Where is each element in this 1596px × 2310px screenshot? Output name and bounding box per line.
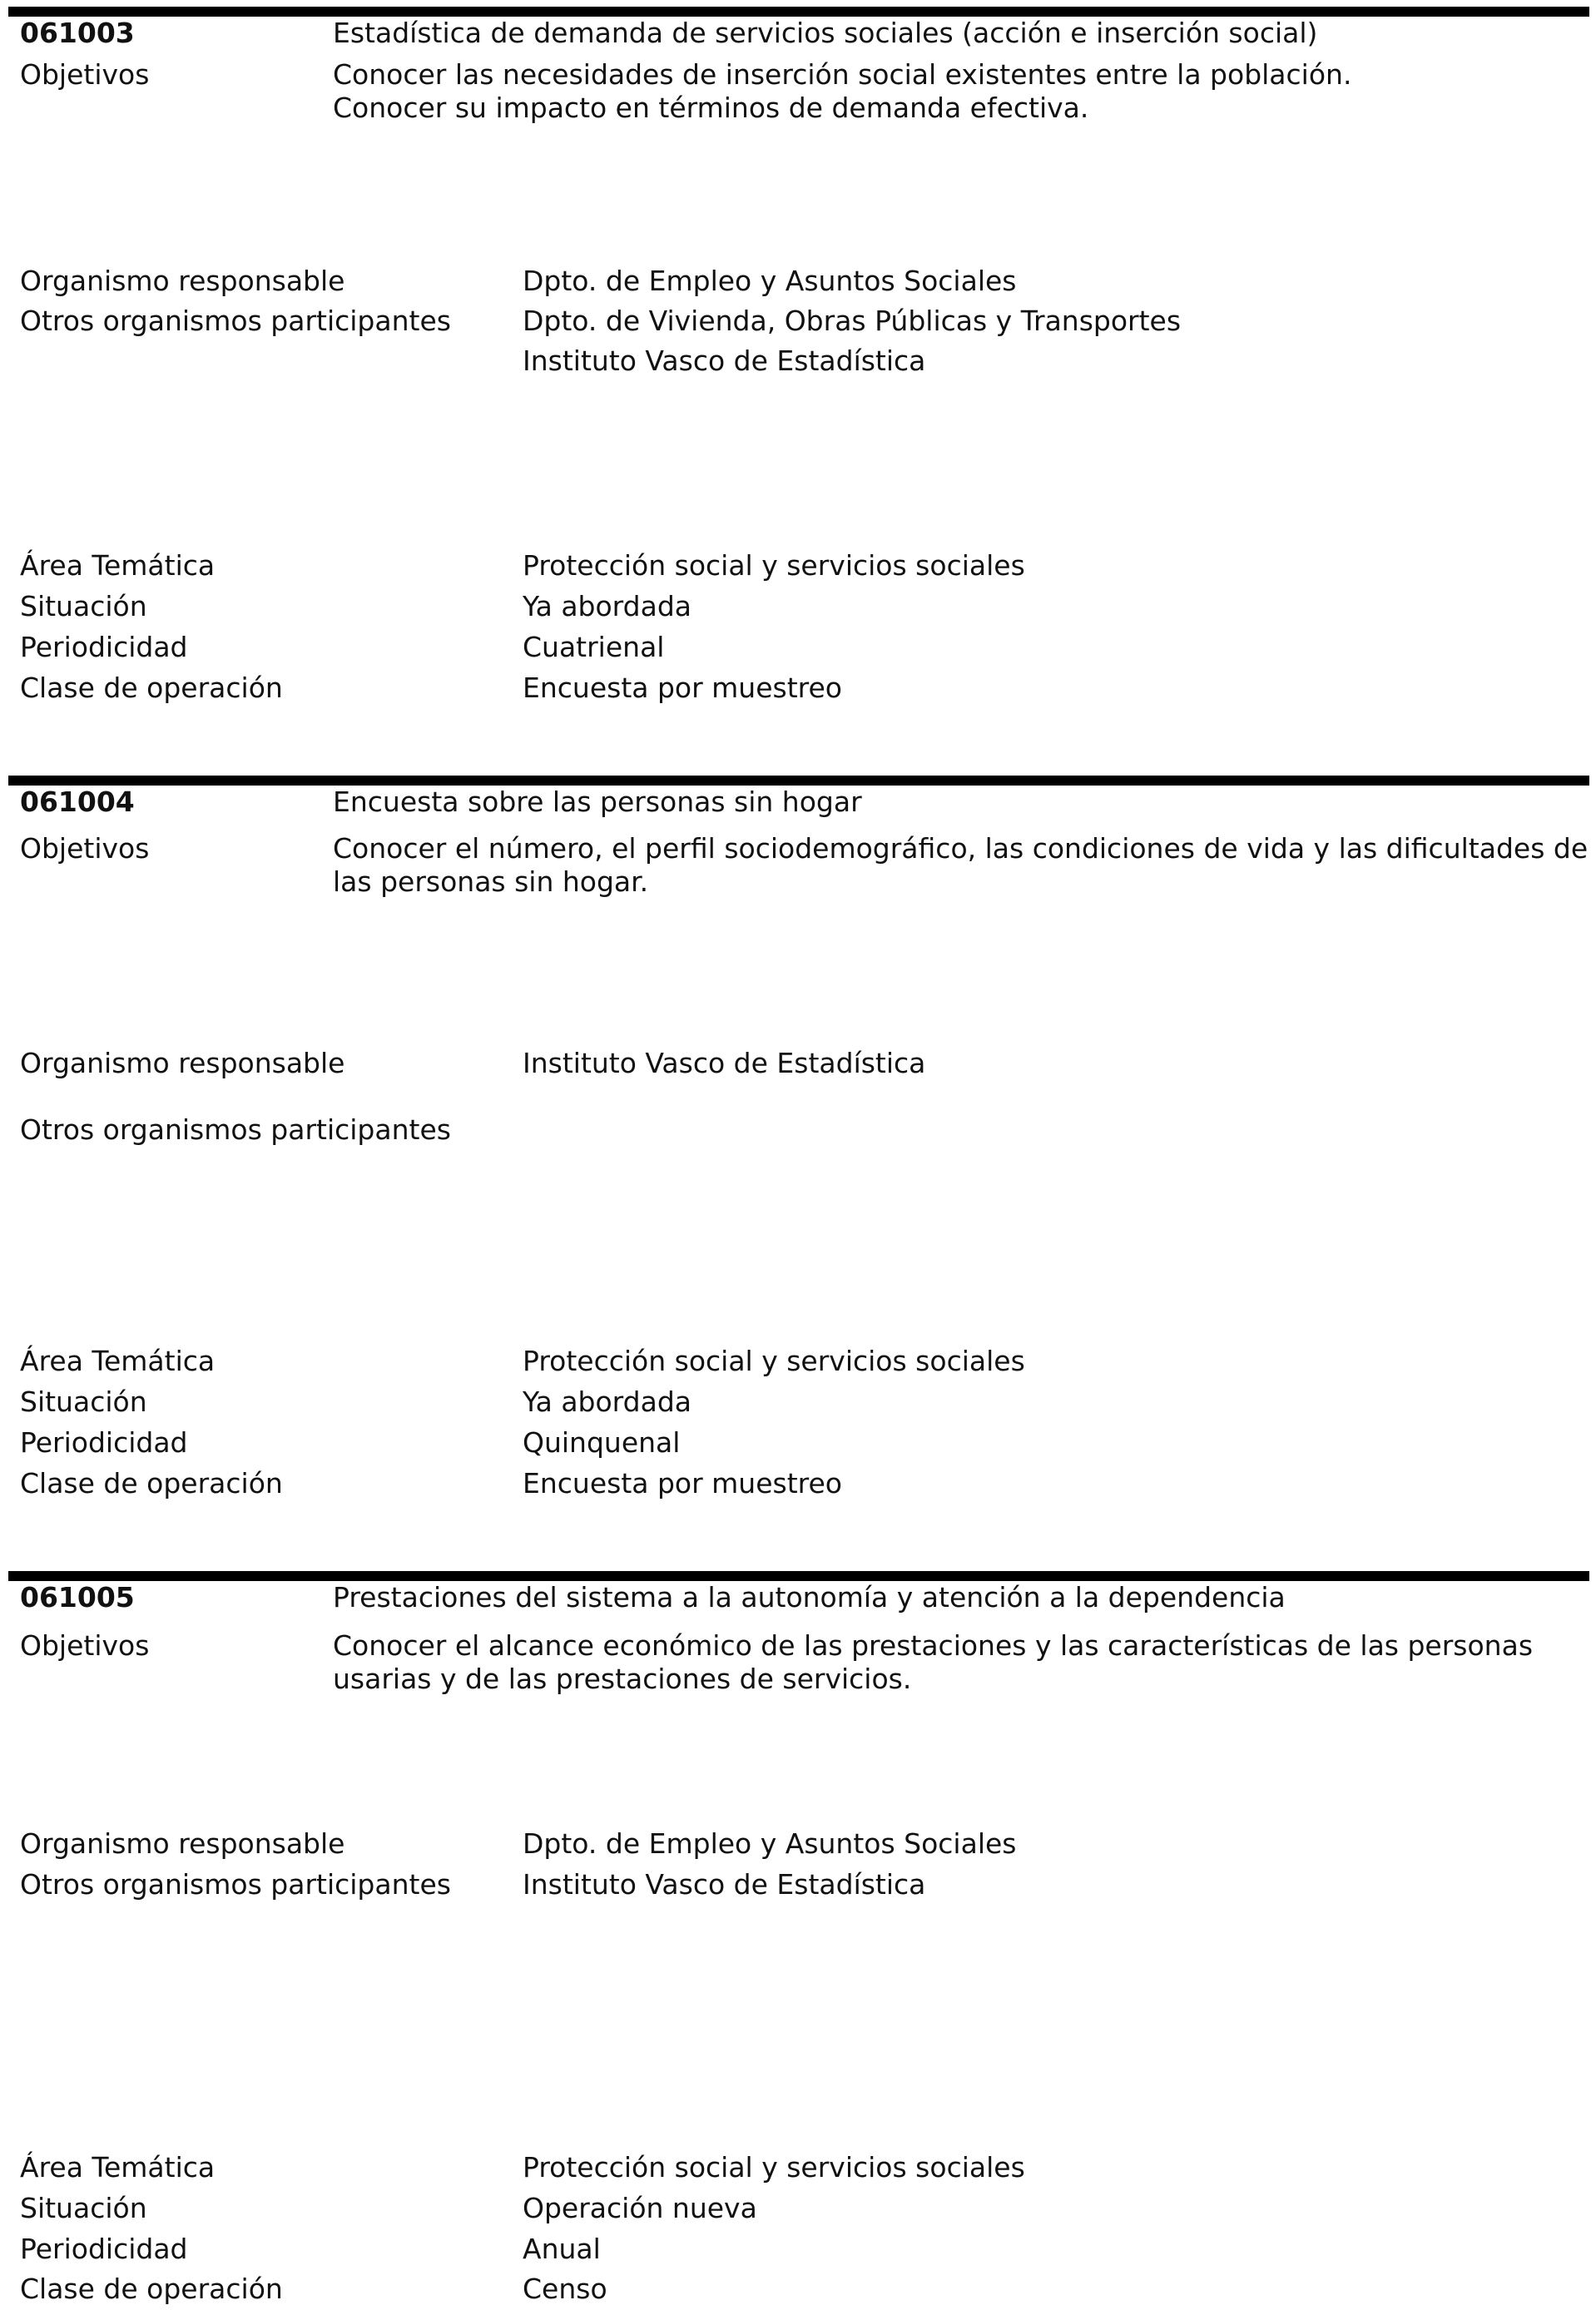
- situation-label: Situación: [20, 590, 147, 622]
- record-title: Estadística de demanda de servicios sociales (acción e inserción social): [333, 17, 1318, 49]
- periodicity-label: Periodicidad: [20, 2233, 188, 2265]
- situation-value: Ya abordada: [523, 590, 692, 622]
- situation-label: Situación: [20, 2192, 147, 2224]
- record-title: Prestaciones del sistema a la autonomía y atención a la dependencia: [333, 1581, 1286, 1614]
- others-label: Otros organismos participantes: [20, 1113, 451, 1146]
- others-label: Otros organismos participantes: [20, 1868, 451, 1901]
- operation-class-value: Encuesta por muestreo: [523, 672, 842, 704]
- others-value: Instituto Vasco de Estadística: [523, 1868, 926, 1901]
- objectives-text: Conocer las necesidades de inserción social existentes entre la población.: [333, 58, 1352, 91]
- area-value: Protección social y servicios sociales: [523, 1345, 1025, 1377]
- others-value: Instituto Vasco de Estadística: [523, 345, 926, 377]
- objectives-text: Conocer el alcance económico de las prestaciones y las características de las personas: [333, 1629, 1534, 1662]
- periodicity-label: Periodicidad: [20, 631, 188, 663]
- situation-value: Ya abordada: [523, 1386, 692, 1418]
- area-value: Protección social y servicios sociales: [523, 549, 1025, 582]
- objectives-label: Objetivos: [20, 832, 150, 865]
- record-code: 061004: [20, 786, 135, 818]
- objectives-label: Objetivos: [20, 58, 150, 91]
- periodicity-value: Cuatrienal: [523, 631, 665, 663]
- responsible-label: Organismo responsable: [20, 1827, 345, 1860]
- periodicity-value: Quinquenal: [523, 1426, 681, 1459]
- area-label: Área Temática: [20, 2151, 216, 2184]
- area-label: Área Temática: [20, 549, 216, 582]
- responsible-value: Dpto. de Empleo y Asuntos Sociales: [523, 1827, 1017, 1860]
- objectives-label: Objetivos: [20, 1629, 150, 1662]
- operation-class-value: Encuesta por muestreo: [523, 1467, 842, 1500]
- situation-label: Situación: [20, 1386, 147, 1418]
- area-value: Protección social y servicios sociales: [523, 2151, 1025, 2184]
- responsible-label: Organismo responsable: [20, 265, 345, 297]
- operation-class-label: Clase de operación: [20, 1467, 283, 1500]
- objectives-text: Conocer su impacto en términos de demanda efectiva.: [333, 92, 1089, 124]
- responsible-value: Dpto. de Empleo y Asuntos Sociales: [523, 265, 1017, 297]
- periodicity-label: Periodicidad: [20, 1426, 188, 1459]
- others-value: Dpto. de Vivienda, Obras Públicas y Transportes: [523, 305, 1182, 337]
- record-code: 061005: [20, 1581, 135, 1614]
- periodicity-value: Anual: [523, 2233, 601, 2265]
- others-label: Otros organismos participantes: [20, 305, 451, 337]
- operation-class-label: Clase de operación: [20, 672, 283, 704]
- record-code: 061003: [20, 17, 135, 49]
- responsible-label: Organismo responsable: [20, 1047, 345, 1079]
- objectives-text: Conocer el número, el perfil sociodemográfico, las condiciones de vida y las dificultades de: [333, 832, 1589, 865]
- responsible-value: Instituto Vasco de Estadística: [523, 1047, 926, 1079]
- record-title: Encuesta sobre las personas sin hogar: [333, 786, 862, 818]
- situation-value: Operación nueva: [523, 2192, 757, 2224]
- operation-class-label: Clase de operación: [20, 2273, 283, 2305]
- objectives-text: usarias y de las prestaciones de servicios.: [333, 1663, 912, 1695]
- operation-class-value: Censo: [523, 2273, 607, 2305]
- objectives-text: las personas sin hogar.: [333, 865, 649, 898]
- area-label: Área Temática: [20, 1345, 216, 1377]
